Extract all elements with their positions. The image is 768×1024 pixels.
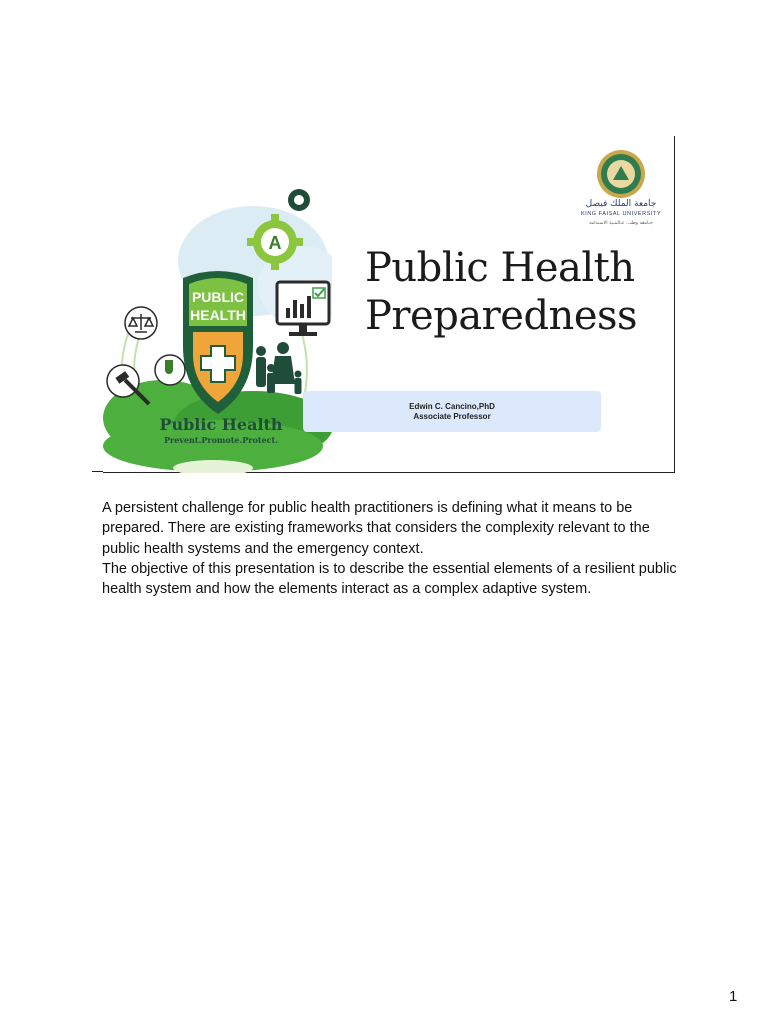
notes-paragraph-1: A persistent challenge for public health practitioners is defining what it means to be prepared. There are existing frameworks that considers the complexity relevant to the public health systems and the emergency context. — [102, 500, 650, 557]
speaker-notes — [102, 498, 682, 599]
title-slide — [103, 136, 675, 473]
slide-title-line2: Preparedness — [365, 293, 638, 339]
author-name: Edwin C. Cancino,PhD — [409, 401, 495, 411]
svg-text:KING FAISAL UNIVERSITY: KING FAISAL UNIVERSITY — [580, 211, 662, 217]
slide-title — [365, 244, 665, 340]
notes-paragraph-2: The objective of this presentation is to describe the essential elements of a resilient public health system and how the elements interact as a complex adaptive system. — [102, 560, 677, 598]
svg-text:جـامعة وطنـ.. عـالمـية الاستدا: جـامعة وطنـ.. عـالمـية الاستدامة — [589, 221, 653, 226]
svg-text:A: A — [268, 233, 282, 253]
bar-chart-monitor-icon — [277, 282, 329, 336]
slide-title-line1: Public Health — [365, 245, 635, 291]
page-number: 1 — [729, 988, 738, 1005]
svg-text:HEALTH: HEALTH — [190, 307, 246, 323]
family-icon — [256, 342, 302, 394]
svg-text:Public Health: Public Health — [159, 415, 283, 434]
scales-icon — [125, 307, 157, 339]
author-role: Associate Professor — [413, 411, 491, 421]
svg-text:جامعة الملك فيصل: جامعة الملك فيصل — [585, 199, 657, 209]
svg-text:PUBLIC: PUBLIC — [191, 289, 245, 305]
author-box — [303, 391, 601, 432]
svg-text:Prevent.Promote.Protect.: Prevent.Promote.Protect. — [164, 435, 278, 445]
king-faisal-university-logo — [579, 148, 663, 232]
public-health-illustration — [103, 146, 332, 473]
